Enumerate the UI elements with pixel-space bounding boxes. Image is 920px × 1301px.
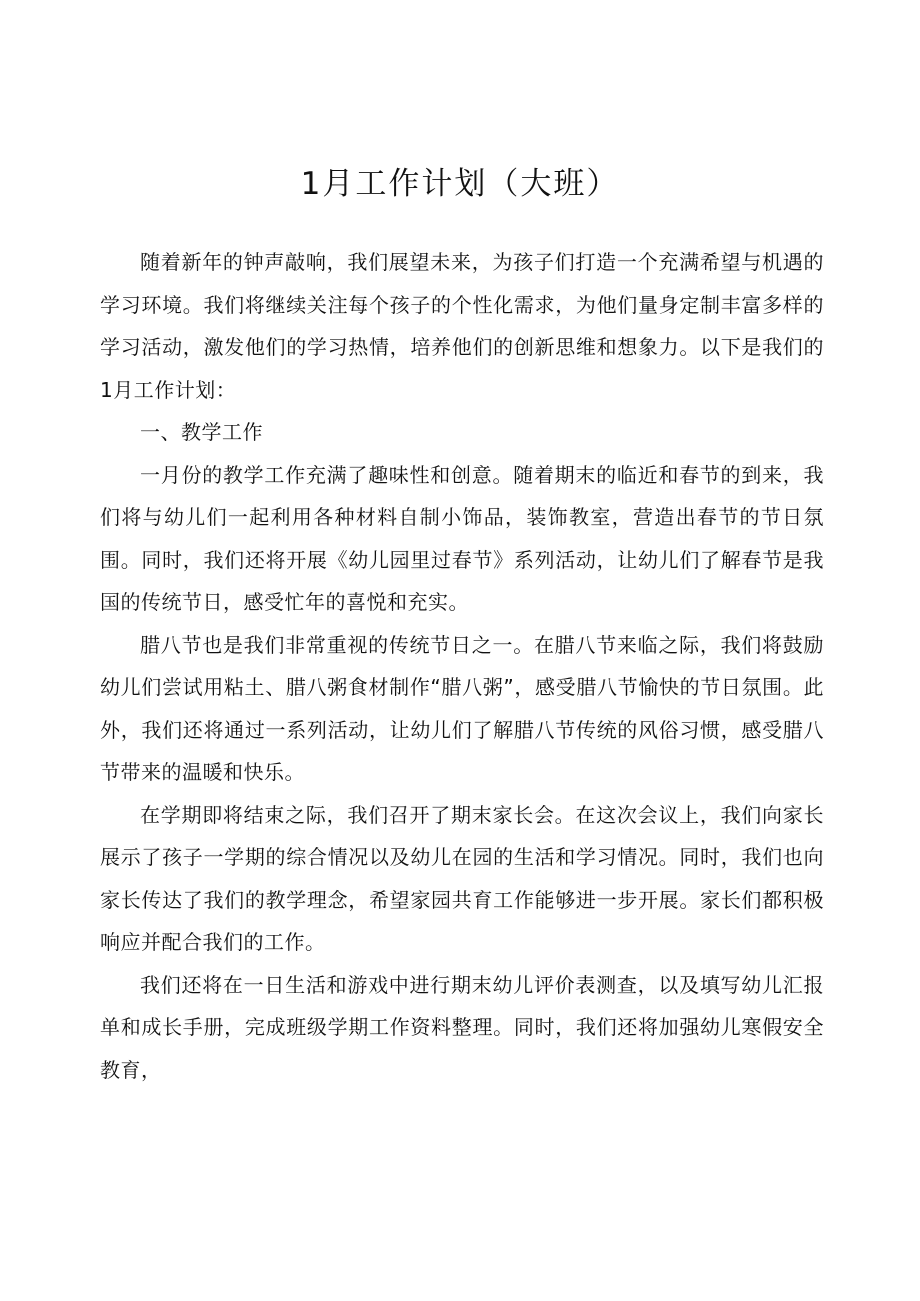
body-paragraph: 一月份的教学工作充满了趣味性和创意。随着期末的临近和春节的到来，我们将与幼儿们一起利用各种材料自制小饰品，装饰教室，营造出春节的节日氛围。同时，我们还将开展《幼儿园里过春节》系列活动，让幼儿们了解春节是我国的传统节日，感受忙年的喜悦和充实。 bbox=[100, 462, 824, 614]
intro-paragraph: 随着新年的钟声敲响，我们展望未来，为孩子们打造一个充满希望与机遇的学习环境。我们将继续关注每个孩子的个性化需求，为他们量身定制丰富多样的学习活动，激发他们的学习热情，培养他们的创新思维和想象力。以下是我们的1月工作计划： bbox=[100, 250, 824, 402]
document-body bbox=[100, 241, 824, 1091]
body-paragraph: 我们还将在一日生活和游戏中进行期末幼儿评价表测查，以及填写幼儿汇报单和成长手册，完成班级学期工作资料整理。同时，我们还将加强幼儿寒假安全教育， bbox=[100, 972, 824, 1082]
body-paragraph: 腊八节也是我们非常重视的传统节日之一。在腊八节来临之际，我们将鼓励幼儿们尝试用粘土、腊八粥食材制作“腊八粥”，感受腊八节愉快的节日氛围。此外，我们还将通过一系列活动，让幼儿们了解腊八节传统的风俗习惯，感受腊八节带来的温暖和快乐。 bbox=[100, 632, 824, 784]
section-heading-teaching: 一、教学工作 bbox=[140, 420, 263, 444]
body-paragraph: 在学期即将结束之际，我们召开了期末家长会。在这次会议上，我们向家长展示了孩子一学期的综合情况以及幼儿在园的生活和学习情况。同时，我们也向家长传达了我们的教学理念，希望家园共育工作能够进一步开展。家长们都积极响应并配合我们的工作。 bbox=[100, 802, 824, 954]
page-title: 1月工作计划（大班） bbox=[300, 166, 620, 202]
